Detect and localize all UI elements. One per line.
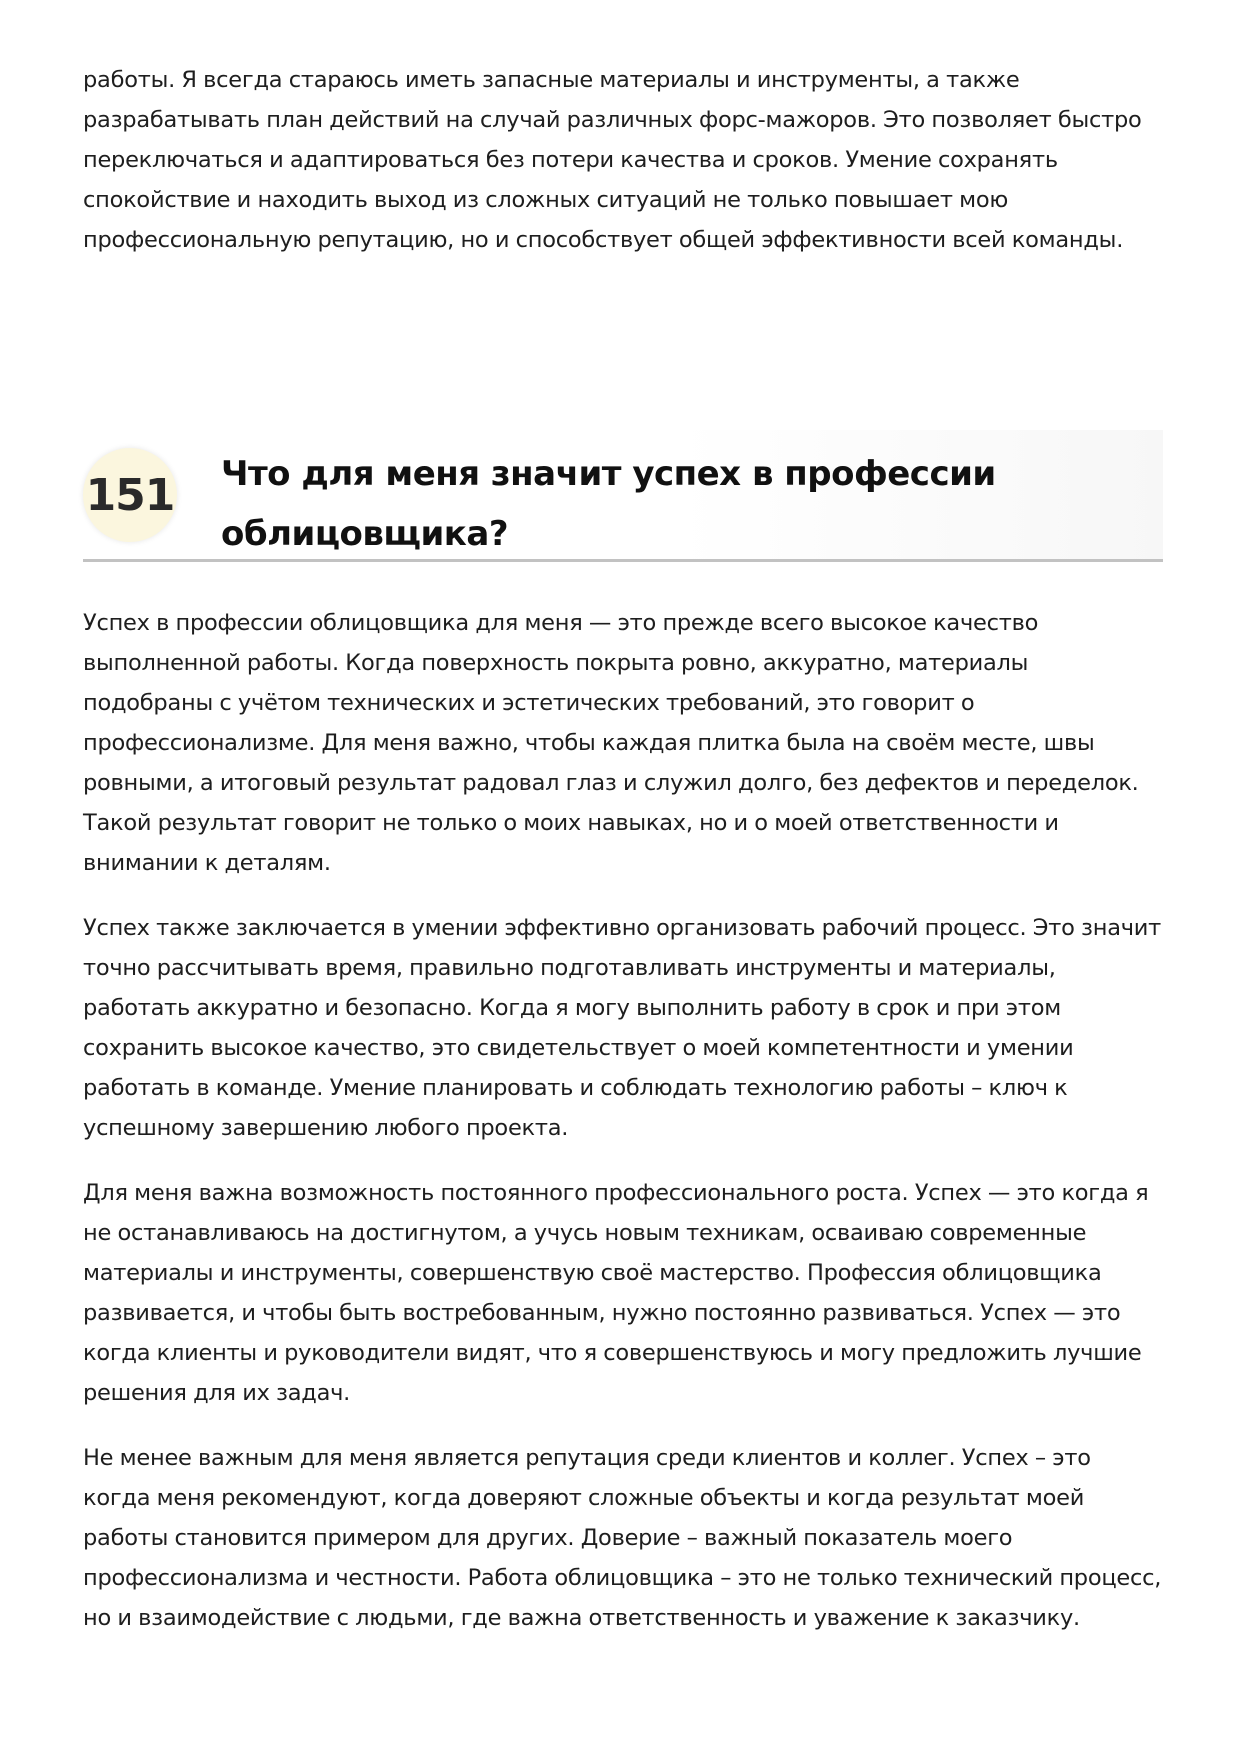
intro-paragraph: работы. Я всегда стараюсь иметь запасные материалы и инструменты, а также разрабатывать план действий на случай различных форс-мажоров. Это позволяет быстро переключаться и адаптироваться без потери качества и сроков. Умение сохранять спокойствие и находить выход из сложных ситуаций не только повышает мою профессиональную репутацию, но и способствует общей эффективности всей команды. xyxy=(83,67,1142,253)
intro-block xyxy=(83,60,1163,260)
body-paragraph: Не менее важным для меня является репутация среди клиентов и коллег. Успех – это когда меня рекомендуют, когда доверяют сложные объекты и когда результат моей работы становится примером для других. Доверие – важный показатель моего профессионализма и честности. Работа облицовщика – это не только технический процесс, но и взаимодействие с людьми, где важна ответственность и уважение к заказчику. xyxy=(83,1445,1162,1631)
body-paragraph: Успех также заключается в умении эффективно организовать рабочий процесс. Это значит точно рассчитывать время, правильно подготавливать инструменты и материалы, работать аккуратно и безопасно. Когда я могу выполнить работу в срок и при этом сохранить высокое качество, это свидетельствует о моей компетентности и умении работать в команде. Умение планировать и соблюдать технологию работы – ключ к успешному завершению любого проекта. xyxy=(83,915,1162,1141)
section-title: Что для меня значит успех в профессии облицовщика? xyxy=(221,454,996,554)
section-number-badge xyxy=(83,448,177,542)
section-header xyxy=(83,430,1163,562)
section-number: 151 xyxy=(85,469,175,521)
body-paragraph: Для меня важна возможность постоянного профессионального роста. Успех — это когда я не останавливаюсь на достигнутом, а учусь новым техникам, осваиваю современные материалы и инструменты, совершенствую своё мастерство. Профессия облицовщика развивается, и чтобы быть востребованным, нужно постоянно развиваться. Успех — это когда клиенты и руководители видят, что я совершенствуюсь и могу предложить лучшие решения для их задач. xyxy=(83,1180,1149,1406)
body-paragraph: Успех в профессии облицовщика для меня — это прежде всего высокое качество выполненной работы. Когда поверхность покрыта ровно, аккуратно, материалы подобраны с учётом технических и эстетических требований, это говорит о профессионализме. Для меня важно, чтобы каждая плитка была на своём месте, швы ровными, а итоговый результат радовал глаз и служил долго, без дефектов и переделок. Такой результат говорит не только о моих навыках, но и о моей ответственности и внимании к деталям. xyxy=(83,610,1139,876)
section-body xyxy=(83,603,1163,1663)
